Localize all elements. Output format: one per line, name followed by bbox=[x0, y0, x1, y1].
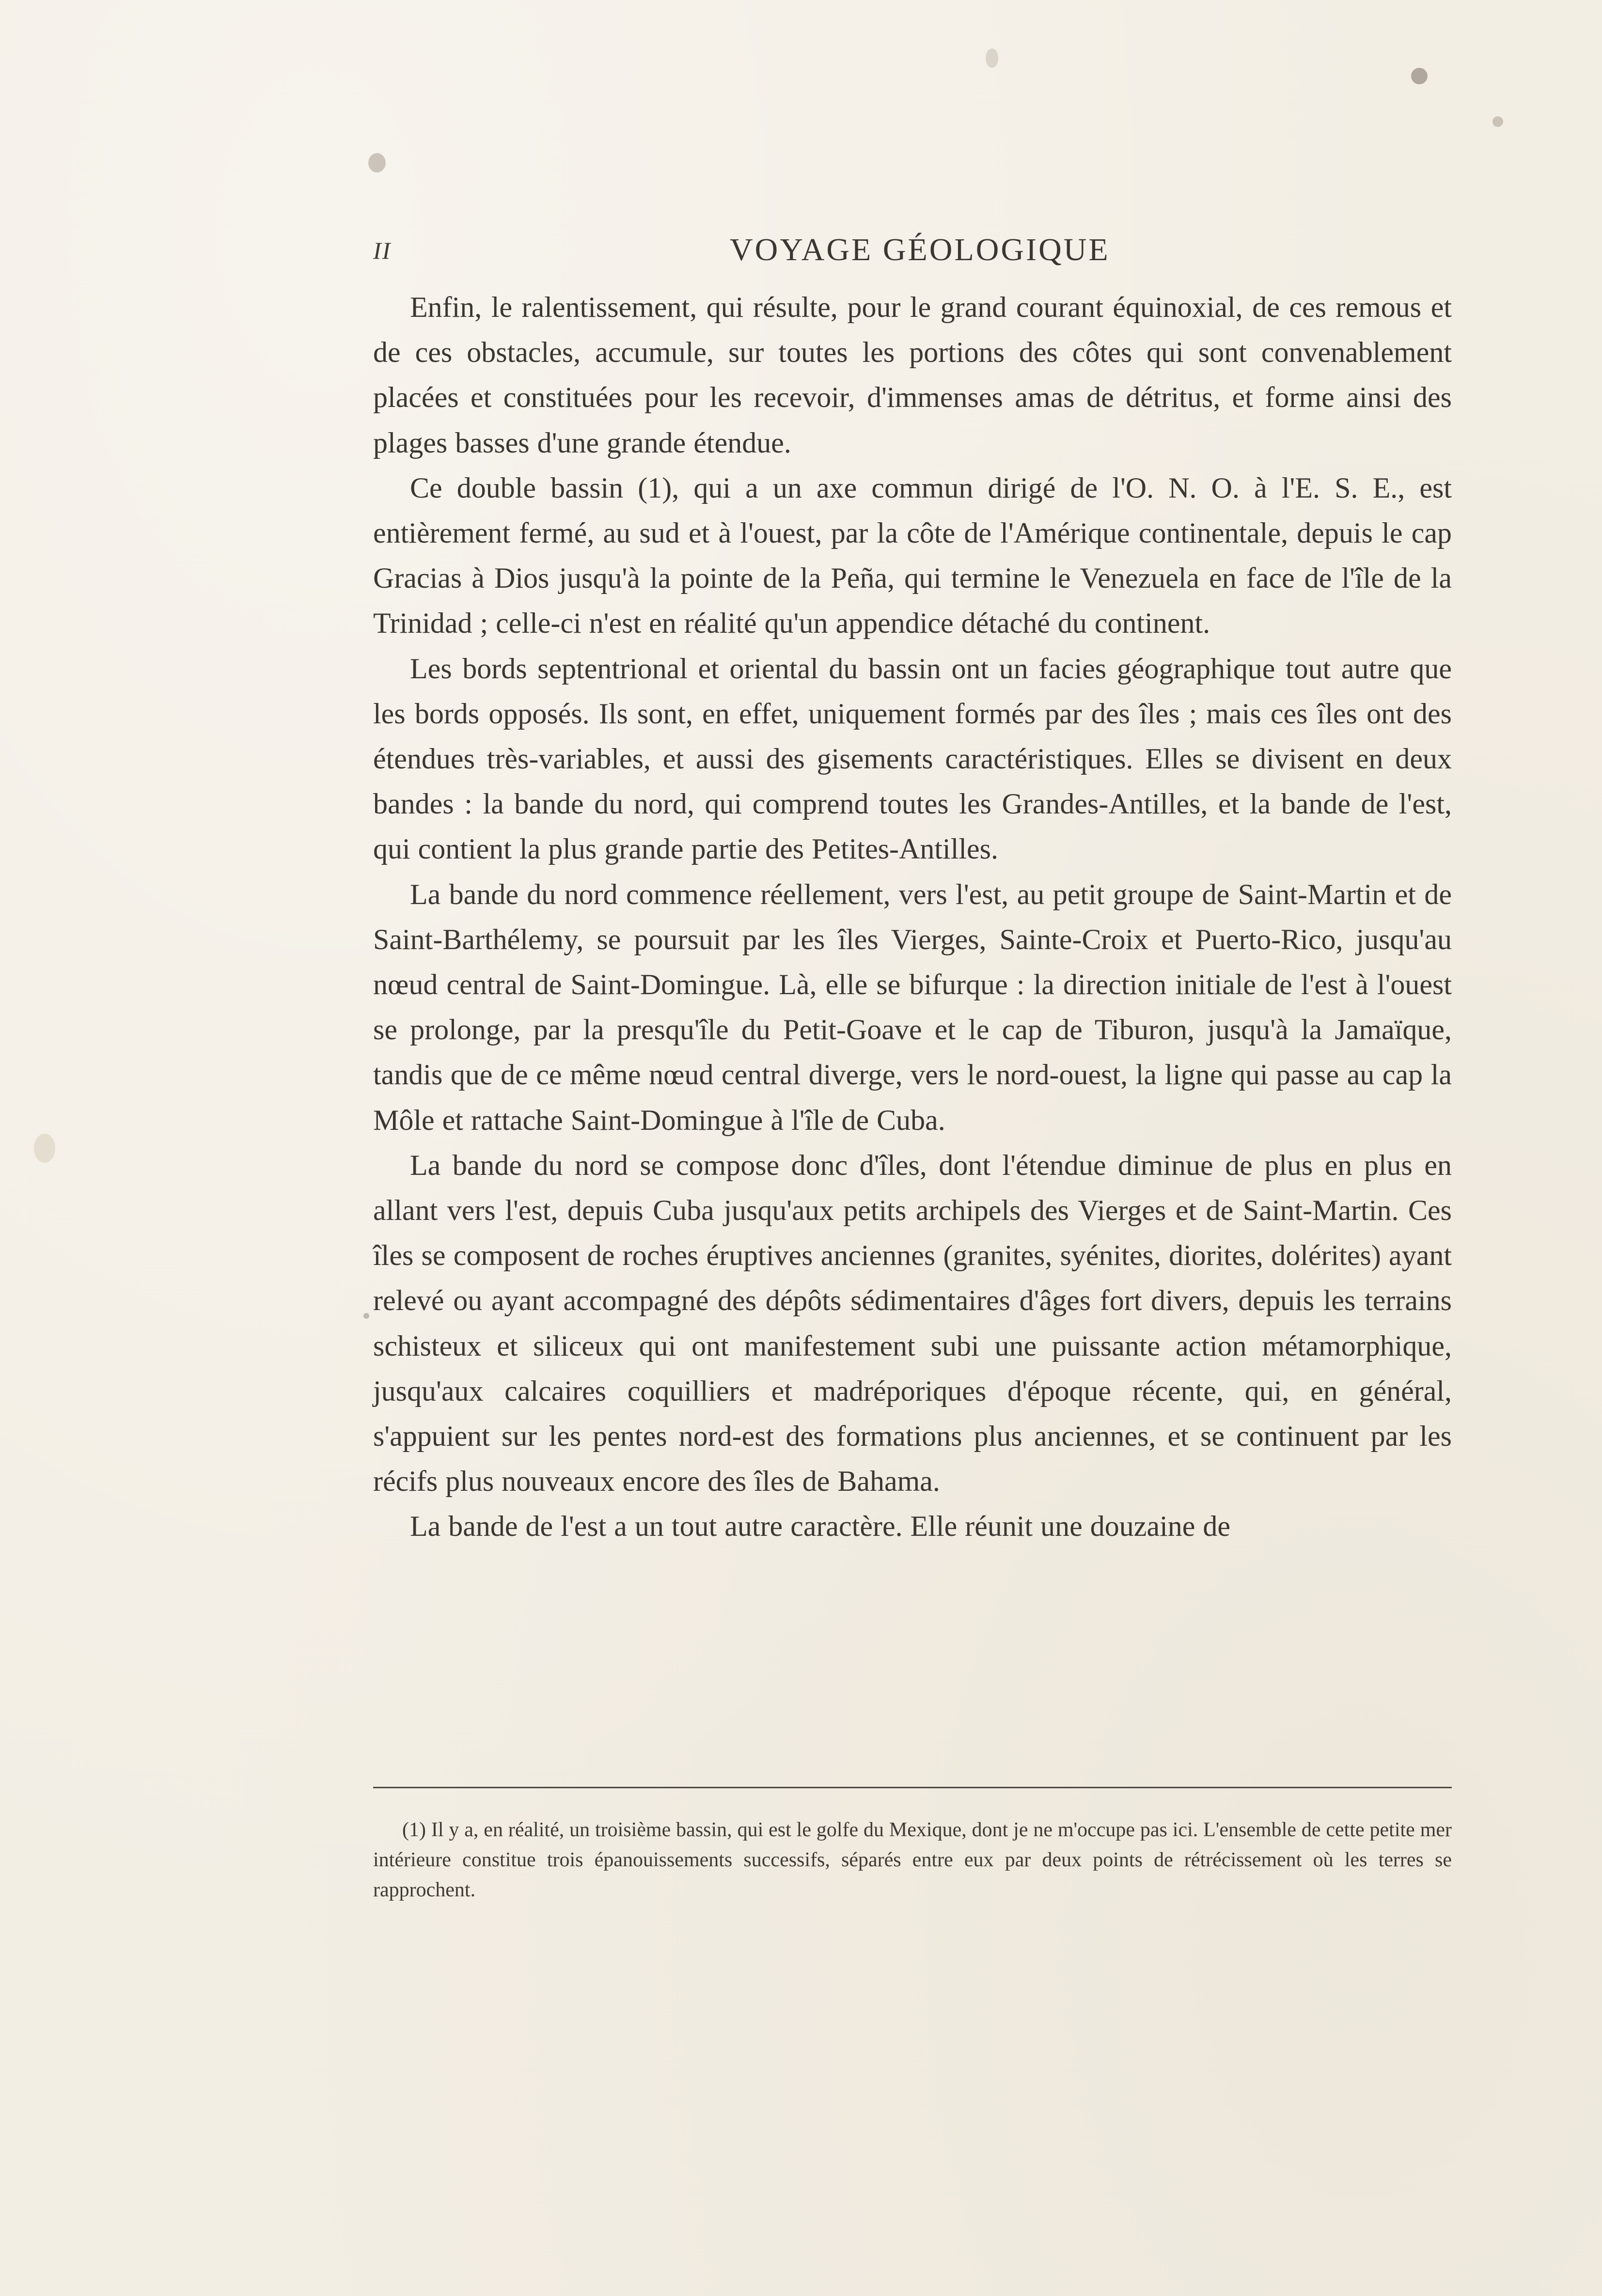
paragraph: Enfin, le ralentissement, qui résulte, pour le grand courant équinoxial, de ces remous et de ces obstacles, accumule, sur toutes les portions des côtes qui sont convenablement placées et constituées pour les recevoir, d'immenses amas de détritus, et forme ainsi des plages basses d'une grande étendue. bbox=[373, 291, 1452, 459]
footnote-divider bbox=[373, 1787, 1452, 1788]
stain-mark bbox=[363, 1313, 369, 1319]
stain-mark bbox=[368, 153, 386, 172]
running-head: VOYAGE GÉOLOGIQUE bbox=[730, 232, 1110, 267]
footnote-text: (1) Il y a, en réalité, un troisième bassin, qui est le golfe du Mexique, dont je ne m'occupe pas ici. L'ensemble de cette petite mer intérieure constitue trois épanouissements successifs, séparés entre eux par deux points de rétrécissement où les terres se rapprochent. bbox=[373, 1819, 1452, 1901]
stain-mark bbox=[986, 48, 998, 68]
stain-mark bbox=[1411, 68, 1428, 84]
paragraph: Les bords septentrional et oriental du bassin ont un facies géographique tout autre que les bords opposés. Ils sont, en effet, uniquement formés par des îles ; mais ces îles ont des étendues très-variables, et aussi des gisements caractéristiques. Elles se divisent en deux bandes : la bande du nord, qui comprend toutes les Grandes-Antilles, et la bande de l'est, qui contient la plus grande partie des Petites-Antilles. bbox=[373, 652, 1452, 865]
footnote bbox=[373, 1815, 1452, 1905]
stain-mark bbox=[1492, 116, 1503, 127]
paragraph: La bande du nord commence réellement, vers l'est, au petit groupe de Saint-Martin et de Saint-Barthélemy, se poursuit par les îles Vierges, Sainte-Croix et Puerto-Rico, jusqu'au nœud central de Saint-Domingue. Là, elle se bifurque : la direction initiale de l'est à l'ouest se prolonge, par la presqu'île du Petit-Goave et le cap de Tiburon, jusqu'à la Jamaïque, tandis que de ce même nœud central diverge, vers le nord-ouest, la ligne qui passe au cap la Môle et rattache Saint-Domingue à l'île de Cuba. bbox=[373, 878, 1452, 1136]
paragraph: Ce double bassin (1), qui a un axe commun dirigé de l'O. N. O. à l'E. S. E., est entièrement fermé, au sud et à l'ouest, par la côte de l'Amérique continentale, depuis le cap Gracias à Dios jusqu'à la pointe de la Peña, qui termine le Venezuela en face de l'île de la Trinidad ; celle-ci n'est en réalité qu'un appendice détaché du continent. bbox=[373, 471, 1452, 640]
paragraph: La bande du nord se compose donc d'îles, dont l'étendue diminue de plus en plus en allant vers l'est, depuis Cuba jusqu'aux petits archipels des Vierges et de Saint-Martin. Ces îles se composent de roches éruptives anciennes (granites, syénites, diorites, dolérites) ayant relevé ou ayant accompagné des dépôts sédimentaires d'âges fort divers, depuis les terrains schisteux et siliceux qui ont manifestement subi une puissante action métamorphique, jusqu'aux calcaires coquilliers et madréporiques d'époque récente, qui, en général, s'appuient sur les pentes nord-est des formations plus anciennes, et se continuent par les récifs plus nouveaux encore des îles de Bahama. bbox=[373, 1149, 1452, 1498]
page-number: II bbox=[373, 237, 392, 264]
stain-mark bbox=[34, 1134, 55, 1163]
main-text bbox=[373, 285, 1452, 1549]
paragraph: La bande de l'est a un tout autre caractère. Elle réunit une douzaine de bbox=[410, 1510, 1230, 1543]
